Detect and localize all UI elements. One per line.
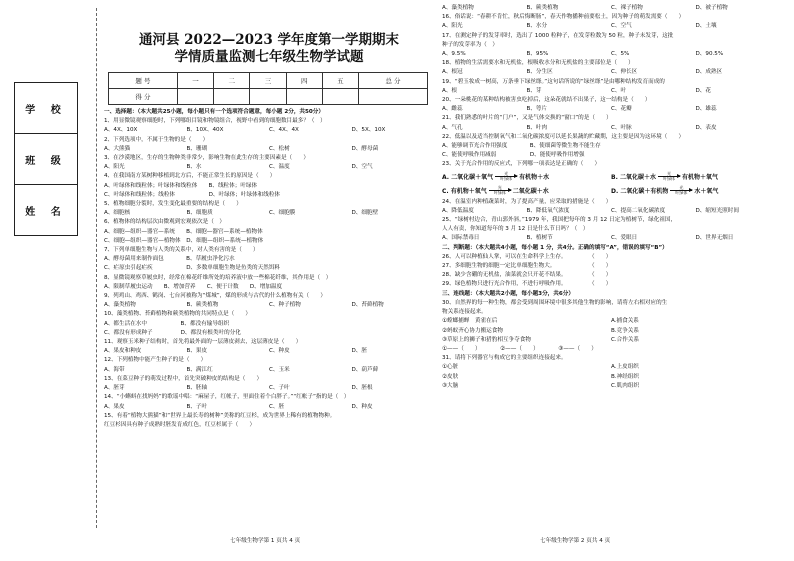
- answer-option[interactable]: D、缩短光照时间: [695, 207, 739, 214]
- answer-option[interactable]: B、满江红: [186, 366, 213, 373]
- equation-reactants: B. 二氧化碳＋水: [611, 174, 656, 182]
- answer-option[interactable]: D、5X、10X: [351, 127, 386, 134]
- matching-item[interactable]: A.捕食关系: [611, 318, 639, 325]
- answer-option[interactable]: C、爱眼日: [611, 235, 638, 242]
- question-text: 11、观察玉米种子结构时，首先将最外面的一层薄皮剥去，这层薄皮是（ ）: [104, 339, 302, 346]
- score-cell[interactable]: [214, 89, 250, 105]
- class-field: 班 级: [15, 134, 77, 185]
- title-line-2: 学情质量监测七年级生物学试题: [174, 49, 364, 65]
- equation-products: 二氧化碳＋水: [512, 188, 549, 196]
- title-line-1: 通河县 2022—2023 学年度第一学期期末: [138, 32, 400, 48]
- matching-row: [442, 373, 780, 382]
- score-table: [108, 72, 428, 105]
- matching-item[interactable]: ②蚂蚁齐心协力搬运食物: [442, 327, 503, 334]
- arrow-site: 叶绿体: [675, 190, 688, 196]
- answer-option[interactable]: A、胚芽: [104, 385, 125, 392]
- answer-option[interactable]: D、被子植物: [695, 5, 728, 11]
- answer-option[interactable]: D、90.5%: [695, 51, 724, 58]
- equation-a: [442, 172, 611, 181]
- answer-option[interactable]: A、藻类植物: [442, 5, 474, 11]
- answer-option[interactable]: B、珊瑚: [186, 145, 208, 152]
- question-text: C、能使呼吸作用减弱 D、能使呼吸作用增强: [442, 152, 585, 159]
- score-cell[interactable]: [322, 89, 358, 105]
- question-text: 8、显微镜观察草履虫时，经常在棉花纤维所处的培养液中放一些棉花纤维，其作用是（ ）: [104, 274, 332, 281]
- question-text: 种子的发芽率为（ ）: [442, 41, 498, 48]
- question-text: 29、绿色植物只进行光合作用，不进行呼吸作用。 （ ）: [442, 281, 612, 288]
- answer-option[interactable]: B、萼片: [526, 106, 548, 113]
- answer-option[interactable]: C、温度: [269, 164, 290, 171]
- answer-option[interactable]: B、95%: [526, 51, 549, 58]
- question-text: 25、“绿树村边合，青山郭外斜。”1979 年，我国把每年的 3 月 12 日定为植树节，绿化祖国，: [442, 217, 677, 224]
- binding-line: [96, 8, 97, 528]
- reaction-arrow-icon: [658, 172, 680, 181]
- answer-options: [442, 50, 780, 59]
- question-text: 19、“碧玉妆成一树高，万条垂下绿丝绦。”这句话所说的“绿丝绦”是由哪种结构发育而成的: [442, 78, 665, 85]
- score-row-label: 得 分: [109, 89, 178, 105]
- matching-item[interactable]: A.上皮组织: [611, 364, 639, 371]
- matching-item[interactable]: ①螳螂捕蝉 黄雀在后: [442, 318, 498, 325]
- matching-row: [442, 317, 780, 326]
- matching-row: [442, 336, 780, 345]
- equation-reactants: A. 二氧化碳＋氧气: [442, 174, 494, 182]
- question-text: 2、下列选项中，不属于生物的是（ ）: [104, 136, 209, 143]
- equation-reactants: D. 二氧化碳＋有机物: [611, 188, 669, 196]
- question-text: 3、在沙漠地区，生存的生物种类非常少，影响生物在此生存的主要因素是（ ）: [104, 155, 309, 162]
- question-text: 31、请将下列器官与构成它的主要组织连接起来。: [442, 355, 567, 362]
- answer-option[interactable]: B、果皮: [186, 348, 208, 355]
- question-text: 28、缺少含硼的无机盐，油菜就会只开花不结果。 （ ）: [442, 272, 612, 279]
- exam-title: [104, 32, 434, 66]
- answer-option[interactable]: A、雌蕊: [442, 106, 463, 113]
- answer-option[interactable]: C、种皮: [269, 348, 290, 355]
- footer-left: 七年级生物学第 1 页共 4 页: [230, 538, 301, 544]
- equation-row: [442, 184, 780, 198]
- answer-option[interactable]: C、胚: [269, 403, 285, 410]
- section-heading: 二、判断题：（本大题共4小题，每小题 1 分，共4分。正确的填写“A”，错误的填写“B”）: [442, 244, 668, 251]
- footer-right: 七年级生物学第 2 页共 4 页: [540, 538, 611, 544]
- answer-option[interactable]: A、海带: [104, 366, 125, 373]
- question-text: A、细胞—组织—器官—系统 B、细胞—器官—系统—植物体: [104, 228, 263, 235]
- arrow-condition: 光: [679, 185, 684, 191]
- question-text: 22、低温以及适当控制氧气和二氧化碳浓度可以延长果蔬的贮藏期，这主要是因为这环境（ ）: [442, 133, 685, 140]
- answer-option[interactable]: B、胚轴: [186, 385, 208, 392]
- matching-item[interactable]: ①心脏: [442, 364, 459, 371]
- right-column: [442, 4, 780, 524]
- answer-option[interactable]: C、玉米: [269, 366, 290, 373]
- answer-option[interactable]: A、9.5%: [442, 51, 466, 58]
- answer-option[interactable]: A、阳光: [442, 23, 463, 30]
- matching-item[interactable]: C.合作关系: [611, 336, 640, 343]
- arrow-condition: 光: [504, 171, 509, 177]
- matching-row: [442, 363, 780, 372]
- answer-options: [104, 126, 434, 135]
- answer-option[interactable]: A、藻类植物: [104, 302, 136, 309]
- answer-option[interactable]: D、苔藓植物: [351, 302, 384, 309]
- answer-option[interactable]: C、叶脉: [611, 124, 632, 131]
- question-text: C、叶绿体和线粒体；线粒体 D、叶绿体；叶绿体和线粒体: [104, 191, 281, 198]
- matching-item[interactable]: B.神经组织: [611, 373, 639, 380]
- answer-option[interactable]: A、4X、10X: [104, 127, 138, 134]
- matching-item[interactable]: ③草原上的狮子和猎豹相互争夺食物: [442, 336, 531, 343]
- answer-option[interactable]: B、叶肉: [526, 124, 548, 131]
- equation-b: [611, 172, 780, 181]
- answer-option[interactable]: A、根: [442, 87, 458, 94]
- score-cell[interactable]: [177, 89, 213, 105]
- answer-option[interactable]: C、种子植物: [269, 302, 301, 309]
- answer-option[interactable]: D、世界无烟日: [695, 235, 734, 242]
- question-text: C、都没有形成种子 D、都没有根类叶的分化: [104, 329, 241, 336]
- left-questions: [104, 108, 434, 430]
- question-text: 12、下列植物中能产生种子的是（ ）: [104, 357, 207, 364]
- answer-options: [104, 209, 434, 218]
- answer-option[interactable]: A、降低温度: [442, 207, 474, 214]
- answer-option[interactable]: A、果皮: [104, 403, 125, 410]
- score-head-cell: 题 号: [109, 73, 178, 89]
- answer-option[interactable]: A、果皮和种皮: [104, 348, 142, 355]
- answer-option[interactable]: C、伸长区: [611, 69, 638, 76]
- question-text: 4、在我国南方某树种移植到北方后，不能正常生长的原因是（ ）: [104, 173, 276, 180]
- score-head-cell: 三: [250, 73, 286, 89]
- question-text: 10、藻类植物、苔藓植物和蕨类植物的共同特点是（ ）: [104, 311, 251, 318]
- answer-options: [104, 145, 434, 154]
- question-text: 红豆杉因具有种子成熟时胚发育成红色，红豆杉属于（ ）: [104, 421, 256, 428]
- answer-option[interactable]: D、雄蕊: [695, 106, 717, 113]
- question-text: 5、植物细胞分裂时，发生变化最重要的结构是（ ）: [104, 201, 242, 208]
- equation-products: 有机物＋氧气: [681, 174, 718, 182]
- answer-option[interactable]: D、土壤: [695, 23, 717, 30]
- answer-option[interactable]: B、分生区: [526, 69, 553, 76]
- answer-option[interactable]: B、蕨类植物: [186, 302, 219, 309]
- answer-options: [104, 163, 434, 172]
- answer-options: [442, 4, 780, 13]
- question-text: A、能够调节光合作用强度 B、使细菌等微生物不能生存: [442, 143, 601, 150]
- answer-option[interactable]: D、细胞壁: [351, 210, 379, 217]
- answer-options: [442, 124, 780, 133]
- left-column: [104, 4, 434, 524]
- equation-products: 有机物＋水: [519, 174, 550, 182]
- answer-option[interactable]: C、空气: [611, 23, 632, 30]
- question-text: A、酵母菌用来制作面包 B、草履虫净化污水: [104, 256, 235, 263]
- matching-row: [442, 327, 780, 336]
- student-info-box: [14, 82, 78, 236]
- score-head-cell: 四: [286, 73, 322, 89]
- answer-option[interactable]: B、蕨类植物: [526, 5, 559, 11]
- answer-option[interactable]: A、大熊猫: [104, 145, 131, 152]
- answer-option[interactable]: D、酵母菌: [351, 145, 379, 152]
- answer-option[interactable]: B、10X、40X: [186, 127, 224, 134]
- answer-option[interactable]: A、气孔: [442, 124, 463, 131]
- answer-option[interactable]: D、空气: [351, 164, 373, 171]
- question-text: 17、在测定种子的发芽率时，选出了 1000 粒种子，在发芽粒数为 50 粒，种子未发芽，这批: [442, 32, 674, 39]
- answer-option[interactable]: D、表皮: [695, 124, 717, 131]
- answer-option[interactable]: C、子叶: [269, 385, 290, 392]
- question-text: 人人有责，你知道每年的 3 月 12 日是什么节日吗？（ ）: [442, 226, 589, 233]
- answer-option[interactable]: B、水: [186, 164, 202, 171]
- answer-option[interactable]: B、子叶: [186, 403, 208, 410]
- answer-option[interactable]: A、根冠: [442, 69, 463, 76]
- question-text: 9、列鸡山、鸡西、鹤岗、七台河被称为“煤城”，煤的形成与古代的什么植物有关（ ）: [104, 293, 326, 300]
- answer-option[interactable]: C、4X、4X: [269, 127, 299, 134]
- answer-option[interactable]: A、细胞核: [104, 210, 131, 217]
- answer-option[interactable]: D、胚: [351, 348, 367, 355]
- score-cell[interactable]: [286, 89, 322, 105]
- equation-row: [442, 170, 780, 184]
- answer-options: [104, 403, 434, 412]
- equation-d: [611, 186, 780, 195]
- reaction-arrow-icon: [670, 186, 692, 195]
- arrow-condition: 光: [497, 185, 502, 191]
- matching-row: [442, 382, 780, 391]
- question-text: 物关系连接起来。: [442, 309, 487, 316]
- reaction-arrow-icon: [495, 172, 517, 181]
- answer-options: [442, 105, 780, 114]
- answer-options: [442, 68, 780, 77]
- matching-item[interactable]: ②皮肤: [442, 373, 459, 380]
- question-text: C、细胞—组织—器官—植物体 D、细胞—组织—系统—植物体: [104, 237, 264, 244]
- school-field: 学 校: [15, 83, 77, 134]
- question-text: A、限制草履虫运动 B、增加营养 C、便于计数 D、增加温度: [104, 283, 283, 290]
- answer-option[interactable]: D、花: [695, 87, 711, 94]
- score-head-cell: 一: [177, 73, 213, 89]
- matching-item[interactable]: B.竞争关系: [611, 327, 639, 334]
- answer-option[interactable]: D、成熟区: [695, 69, 723, 76]
- matching-item[interactable]: C.肌肉组织: [611, 382, 640, 389]
- section-heading: 三、连线题：（本大题共2小题，每小题3分，共6分）: [442, 290, 574, 297]
- question-text: A、都生活在水中 B、都没有输导组织: [104, 320, 230, 327]
- question-text: C、疟原虫引起疟疾 D、多数单细胞生物是鱼类的天然饵料: [104, 265, 281, 272]
- question-text: 14、“小蝌蚪在找妈妈”的歌谣中唱：“麻屋子，红帐子，里面住着个白胖子。”“红帐子”指的是（ ）: [104, 394, 350, 401]
- answer-option[interactable]: A、国际禁毒日: [442, 235, 480, 242]
- answer-options: [442, 87, 780, 96]
- name-field: 姓 名: [25, 206, 67, 218]
- question-text: 20、一朵桃花的某种结构被害虫吃掉后，这朵花就结不出果子，这一结构是（ ）: [442, 97, 651, 104]
- question-text: 21、我们熟悉的叶片的“门户”，又是气体交换的“窗口”的是（ ）: [442, 115, 612, 122]
- answer-option[interactable]: C、5%: [611, 51, 630, 58]
- question-text: 26、人可以种植仙人掌，可以在生命科学上生存。 （ ）: [442, 253, 612, 260]
- question-text: 27、多细胞生物的细胞一定比单细胞生物大。 （ ）: [442, 263, 612, 270]
- question-text: ①——（ ） ②——（ ） ③——（ ）: [442, 345, 597, 352]
- matching-item[interactable]: ③大脑: [442, 382, 459, 389]
- question-text: 23、关于光合作用的反应式，下列哪一项表达是正确的（ ）: [442, 161, 601, 168]
- question-text: 7、下列单细胞生物与人类的关系中，对人类有害的是（ ）: [104, 247, 259, 254]
- question-text: 24、在温室内种植蔬菜时，为了提高产量，应采取的措施是（ ）: [442, 198, 612, 205]
- score-head-cell: 五: [322, 73, 358, 89]
- answer-option[interactable]: C、叶: [611, 87, 627, 94]
- question-text: A、叶绿体和线粒体；叶绿体和线粒体 B、线粒体；叶绿体: [104, 182, 258, 189]
- question-text: 30、自然界的每一种生物，都会受到周围环境中很多其他生物的影响，请将左右相对应的生: [442, 299, 668, 306]
- answer-option[interactable]: B、降低氧气浓度: [526, 207, 570, 214]
- answer-option[interactable]: C、裸子植物: [611, 5, 643, 11]
- equation-products: 水＋氧气: [694, 188, 719, 196]
- answer-options: [104, 347, 434, 356]
- answer-options: [104, 366, 434, 375]
- question-text: 16、俗话说：“春耕不肯忙，秋后悔断肠”，春天作物播种前要松土，因为种子的萌发需要（ ）: [442, 14, 685, 21]
- section-heading: 一、选择题：（本大题共25小题，每小题只有一个选项符合题意，每小题 2分，共50分）: [104, 109, 324, 115]
- answer-option[interactable]: C、松树: [269, 145, 290, 152]
- arrow-site: 叶绿体: [493, 190, 506, 196]
- answer-option[interactable]: A、阳光: [104, 164, 125, 171]
- answer-options: [442, 234, 780, 243]
- answer-option[interactable]: B、水分: [526, 23, 548, 30]
- answer-option[interactable]: C、提高二氧化碳浓度: [611, 207, 666, 214]
- answer-options: [104, 384, 434, 393]
- answer-option[interactable]: D、种皮: [351, 403, 373, 410]
- equation-c: [442, 186, 611, 195]
- answer-options: [442, 22, 780, 31]
- question-text: 13、在菜豆种子的萌发过程中，首先突破种皮的结构是（ ）: [104, 375, 263, 382]
- score-head-cell: 总 分: [359, 73, 428, 89]
- answer-option[interactable]: B、植树节: [526, 235, 553, 242]
- arrow-site: 叶绿体: [662, 176, 675, 182]
- score-head-cell: 二: [214, 73, 250, 89]
- answer-option[interactable]: C、细胞膜: [269, 210, 296, 217]
- right-questions: [442, 4, 780, 391]
- answer-option[interactable]: D、胚根: [351, 385, 373, 392]
- score-cell[interactable]: [359, 89, 428, 105]
- question-text: 6、植物体的结构层次由微观到宏观依次是（ ）: [104, 219, 226, 226]
- score-cell[interactable]: [250, 89, 286, 105]
- answer-option[interactable]: B、细胞质: [186, 210, 213, 217]
- answer-option[interactable]: D、葫芦藓: [351, 366, 379, 373]
- reaction-arrow-icon: [489, 186, 511, 195]
- answer-options: [104, 301, 434, 310]
- answer-option[interactable]: C、花瓣: [611, 106, 632, 113]
- arrow-condition: 光: [666, 171, 671, 177]
- question-text: 15、有着“植物大熊猫”和“世界上最长寿的树种”美称的红豆杉，成为世界上稀有的植物物种。: [104, 412, 336, 419]
- arrow-site: 叶绿体: [500, 176, 513, 182]
- question-text: 18、植物的生活需要水和无机盐，根吸收水分和无机盐的主要部位是（ ）: [442, 60, 634, 67]
- question-text: 1、用显微镜观察细胞时，下列哪组目镜和物镜组合，视野中看到的细胞数目最多？（ ）: [104, 118, 326, 125]
- answer-option[interactable]: B、芽: [526, 87, 542, 94]
- equation-reactants: C. 有机物＋氧气: [442, 188, 487, 196]
- answer-options: [442, 207, 780, 216]
